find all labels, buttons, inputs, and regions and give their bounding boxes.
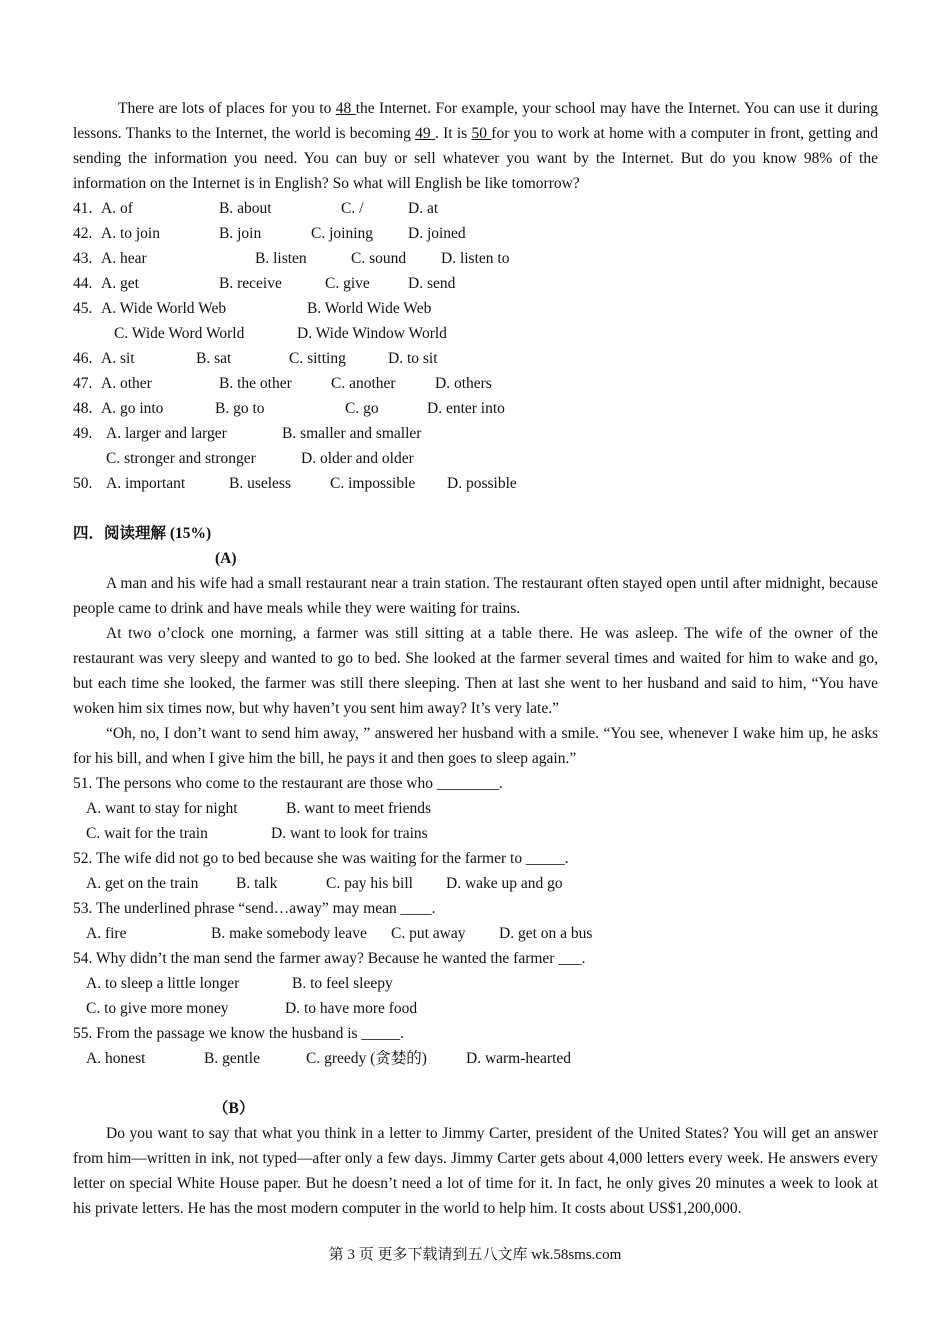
question-55-options: A. honest B. gentle C. greedy (贪婪的) D. warm-hearted [86, 1050, 572, 1067]
passage-b-paragraph: Do you want to say that what you think in a letter to Jimmy Carter, president of the United States? You will get an answer from him—written in ink, not typed—after only a few days. Jimmy Carter gets about 4,000 letters every week. He answers every letter on special White House paper. But he doesn’t need a lot of time for it. In fact, he only gives 20 minutes a week to look at his private letters. He has the most modern computer in the world to help him. It costs about US$1,200,000. [73, 1125, 878, 1217]
question-49-cont: C. stronger and stronger D. older and older [106, 450, 414, 467]
question-54: 54. Why didn’t the man send the farmer away? Because he wanted the farmer ___. [73, 950, 586, 967]
question-55: 55. From the passage we know the husband is _____. [73, 1025, 405, 1042]
blank-50: 50 [471, 125, 492, 142]
question-45-cont: C. Wide Word World D. Wide Window World [114, 325, 447, 342]
document-page [73, 96, 878, 1221]
question-42: 42. A. to join B. join C. joining D. joined [73, 225, 466, 242]
question-48: 48. A. go into B. go to C. go D. enter into [73, 400, 505, 417]
question-53-options: A. fire B. make somebody leave C. put away D. get on a bus [86, 925, 593, 942]
page-footer: 第 3 页 更多下载请到五八文库 wk.58sms.com [328, 1247, 622, 1263]
question-41: 41. A. of B. about C. / D. at [73, 200, 439, 217]
question-52-options: A. get on the train B. talk C. pay his bill D. wake up and go [86, 875, 563, 892]
question-51: 51. The persons who come to the restaurant are those who ________. [73, 775, 503, 792]
question-51-options-2: C. wait for the train D. want to look for trains [86, 825, 428, 842]
passage-a-paragraph-1: A man and his wife had a small restaurant near a train station. The restaurant often stayed open until after midnight, because people came to drink and have meals while they were waiting for trains. [73, 575, 878, 617]
cloze-passage-tail: There are lots of places for you to 48 the Internet. For example, your school may have the Internet. You can use it during lessons. Thanks to the Internet, the world is becoming 49 . It is 50 for you to work at home with a computer in front, getting and sending the information you need. You can buy or sell whatever you want by the Internet. But do you know 98% of the information on the Internet is in English? So what will English be like tomorrow? [73, 100, 879, 192]
question-44: 44. A. get B. receive C. give D. send [73, 275, 456, 292]
blank-48: 48 [335, 100, 356, 117]
passage-a-paragraph-2: At two o’clock one morning, a farmer was still sitting at a table there. He was asleep. The wife of the owner of the restaurant was very sleepy and wanted to go to bed. She looked at the farmer several times and waited for him to wake and go, but each time she looked, the farmer was still there sleeping. Then at last she went to her husband and said to him, “You have woken him six times now, but why haven’t you sent him away? It’s very late.” [73, 625, 878, 717]
question-54-options-2: C. to give more money D. to have more food [86, 1000, 418, 1017]
question-50: 50. A. important B. useless C. impossible D. possible [73, 475, 517, 492]
question-46: 46. A. sit B. sat C. sitting D. to sit [73, 350, 438, 367]
passage-b-label: （B） [213, 1100, 255, 1117]
question-43: 43. A. hear B. listen C. sound D. listen to [73, 250, 510, 267]
question-54-options-1: A. to sleep a little longer B. to feel sleepy [86, 975, 393, 992]
question-51-options-1: A. want to stay for night B. want to meet friends [86, 800, 432, 817]
section-heading: 四．阅读理解 (15%) [73, 525, 212, 542]
question-52: 52. The wife did not go to bed because she was waiting for the farmer to _____. [73, 850, 569, 867]
passage-a-paragraph-3: “Oh, no, I don’t want to send him away, ” answered her husband with a smile. “You see, whenever I wake him up, he asks for his bill, and when I give him the bill, he pays it and then goes to sleep again.” [73, 725, 878, 767]
question-47: 47. A. other B. the other C. another D. others [73, 375, 492, 392]
question-45: 45. A. Wide World Web B. World Wide Web [73, 300, 432, 317]
question-53: 53. The underlined phrase “send…away” may mean ____. [73, 900, 436, 917]
passage-a-label: (A) [215, 550, 237, 567]
blank-49: 49 [415, 125, 435, 142]
question-49: 49. A. larger and larger B. smaller and smaller [73, 425, 422, 442]
